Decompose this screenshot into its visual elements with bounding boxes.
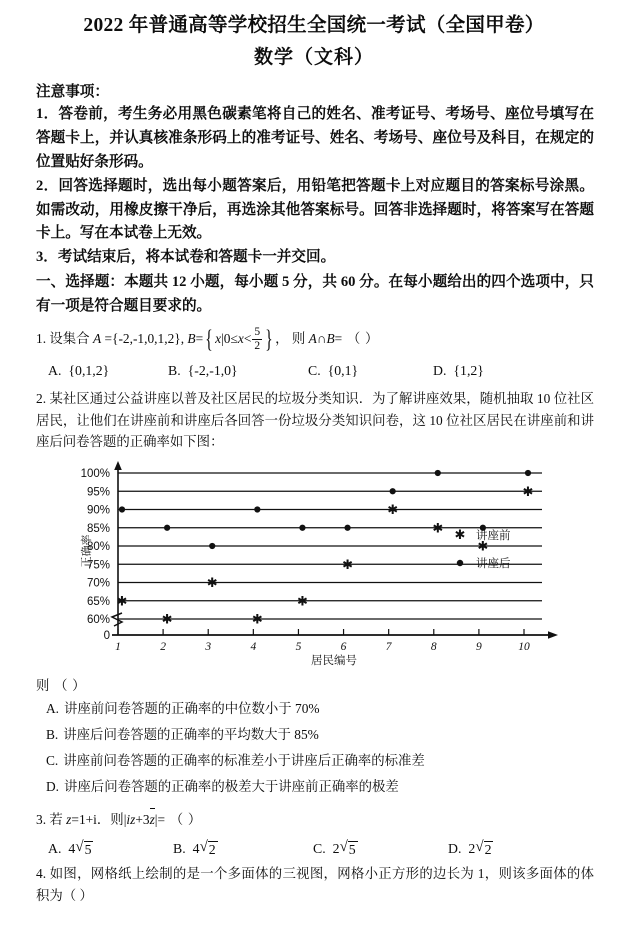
x-tick-label: 1 — [115, 640, 121, 653]
legend-dot-icon — [457, 559, 463, 565]
data-point-after — [435, 469, 441, 475]
question-1-options — [36, 363, 594, 379]
data-point-after — [119, 506, 125, 512]
data-point-before: ✱ — [206, 574, 218, 590]
option-text-b: 讲座后问卷答题的正确率的平均数大于 85% — [63, 727, 319, 743]
question-1-paren-close: ） — [365, 331, 379, 347]
question-3-z-conjugate: z — [150, 808, 155, 830]
question-3-option-a[interactable] — [36, 840, 173, 858]
question-1-lt-sign: < — [243, 331, 252, 347]
question-1-cond-x: x — [237, 331, 244, 347]
x-tick-label: 9 — [476, 640, 482, 653]
notice-item-3: 3．考试结束后，将本试卷和答题卡一并交回。 — [36, 249, 336, 266]
data-point-before: ✱ — [387, 501, 399, 517]
data-point-before: ✱ — [522, 483, 534, 499]
x-tick-label: 2 — [160, 640, 166, 653]
question-2-option-b[interactable] — [46, 722, 594, 748]
question-1-set-b-var: B — [187, 331, 196, 347]
question-1-le-sign: ≤ — [230, 331, 238, 347]
question-3-z1: z — [130, 811, 136, 827]
data-point-after — [164, 524, 170, 530]
x-tick-label: 6 — [340, 640, 347, 653]
radicand-b: 2 — [208, 841, 216, 857]
question-1-cond-var: x — [215, 331, 222, 347]
y-tick-label: 70% — [86, 577, 110, 590]
fraction-five-halves — [252, 326, 262, 352]
option-text-a: {0,1,2} — [68, 363, 110, 379]
chart-x-tick-labels — [115, 641, 530, 653]
x-tick-label: 5 — [295, 640, 302, 653]
page-title: 2022 年普通高等学校招生全国统一考试（全国甲卷） — [83, 15, 545, 36]
question-3-option-c[interactable] — [313, 840, 448, 858]
data-point-before: ✱ — [296, 592, 308, 608]
data-point-after — [209, 542, 215, 548]
question-4-stem: 如图，网格纸上绘制的是一个多面体的三视图，网格小正方形的边长为 1，则该多面体的体积为（ ） — [36, 866, 594, 903]
section-heading — [36, 271, 594, 319]
x-tick-label: 7 — [385, 640, 392, 653]
comma-1: , — [180, 331, 185, 347]
sqrt-icon-d — [475, 840, 493, 858]
option-text-c: 讲座前问卷答题的正确率的标准差小于讲座后正确率的标准差 — [63, 753, 425, 769]
question-2-then-label: 则（ — [36, 677, 73, 693]
question-1-expr-b: B — [326, 331, 335, 347]
x-tick-label: 10 — [518, 640, 530, 653]
option-coef-a: 4 — [68, 841, 76, 857]
option-text-d: 讲座后问卷答题的正确率的极差大于讲座前正确率的极差 — [64, 779, 399, 795]
question-2-option-a[interactable] — [46, 696, 594, 722]
data-point-before: ✱ — [342, 556, 354, 572]
question-3-dot: ． — [96, 811, 111, 827]
option-key-c: C. — [313, 841, 326, 857]
data-point-before: ✱ — [432, 519, 444, 535]
question-2-option-c[interactable] — [46, 748, 594, 774]
section-desc: 本题共 12 小题，每小题 5 分，共 60 分。在每小题给出的四个选项中，只有一项是符合题目要求的。 — [36, 273, 594, 314]
question-1-set-a-body: {-2,-1,0,1,2} — [112, 331, 181, 347]
equals-sign-2: = — [195, 331, 204, 347]
page-header — [0, 0, 628, 69]
chart-x-ticks — [118, 629, 524, 635]
question-1-number: 1. — [36, 331, 47, 347]
question-1-then: 则 — [291, 331, 306, 347]
question-3 — [36, 808, 594, 830]
question-1-option-b[interactable] — [168, 363, 308, 379]
fraction-denominator: 2 — [254, 339, 261, 352]
question-3-imag-unit: i — [126, 811, 131, 827]
x-axis-arrow-icon — [548, 631, 558, 639]
option-key-a: A. — [46, 700, 60, 716]
x-tick-label: 3 — [205, 640, 212, 653]
option-text-d: {1,2} — [453, 363, 484, 379]
brace-right-icon: } — [265, 325, 273, 353]
question-3-paren-close: ） — [187, 811, 202, 827]
question-3-stem-pre: 若 — [49, 811, 63, 827]
data-point-after — [299, 524, 305, 530]
y-axis-arrow-icon — [114, 461, 122, 470]
question-1-option-c[interactable] — [308, 363, 433, 379]
legend-label-before: 讲座前 — [476, 529, 511, 542]
sqrt-icon-b — [200, 840, 218, 858]
legend-label-after: 讲座后 — [476, 557, 511, 570]
legend-star-icon: ✱ — [454, 526, 466, 542]
question-2-then — [36, 675, 594, 696]
pipe-icon: | — [221, 331, 224, 347]
chart-y-axis-label: 正确率 — [81, 534, 93, 568]
question-2-option-d[interactable] — [46, 774, 594, 800]
option-key-d: D. — [433, 363, 447, 379]
y-tick-label: 90% — [86, 504, 110, 517]
radical-sign: √ — [75, 838, 84, 855]
y-tick-label: 65% — [86, 595, 110, 608]
notice-item-2: 2．回答选择题时，选出每小题答案后，用铅笔把答题卡上对应题目的答案标号涂黑。如需改动，用橡皮擦干净后，再选涂其他答案标号。回答非选择题时，将答案写在答题卡上。写在本试卷上无效。 — [36, 177, 594, 242]
chart-series-before-points — [117, 483, 534, 626]
option-coef-c: 2 — [332, 841, 340, 857]
option-key-a: A. — [48, 363, 62, 379]
option-key-b: B. — [168, 363, 181, 379]
comma-2: ， — [275, 331, 289, 347]
abs-close-icon: | — [154, 811, 158, 827]
abs-open-icon: | — [123, 811, 127, 827]
chart-svg — [54, 459, 594, 671]
chart-x-axis-label: 居民编号 — [311, 654, 357, 667]
option-coef-b: 4 — [192, 841, 200, 857]
option-key-b: B. — [173, 841, 186, 857]
question-4-number: 4. — [36, 866, 47, 882]
y-tick-label: 0 — [103, 629, 110, 642]
equals-sign-1: = — [104, 331, 113, 347]
data-point-before: ✱ — [251, 611, 263, 627]
question-2-number: 2. — [36, 391, 47, 407]
question-3-z-value: 1+i — [78, 811, 97, 827]
question-3-eq: = — [71, 811, 79, 827]
question-2 — [36, 388, 594, 452]
x-tick-label: 8 — [430, 640, 437, 653]
question-3-then: 则 — [110, 811, 124, 827]
data-point-before: ✱ — [477, 538, 489, 554]
option-text-a: 讲座前问卷答题的正确率的中位数小于 70% — [64, 700, 320, 716]
question-1-option-d[interactable] — [433, 363, 533, 379]
accuracy-scatter-chart — [54, 459, 594, 671]
question-3-answer-blank: =（ — [157, 811, 188, 827]
option-key-d: D. — [448, 841, 462, 857]
data-point-before: ✱ — [161, 611, 173, 627]
radical-sign: √ — [339, 838, 348, 855]
y-tick-label: 100% — [80, 467, 110, 480]
option-text-b: {-2,-1,0} — [187, 363, 238, 379]
option-coef-d: 2 — [468, 841, 476, 857]
x-tick-label: 4 — [250, 640, 257, 653]
question-3-option-d[interactable] — [448, 840, 548, 858]
question-3-plus-three: +3 — [135, 811, 150, 827]
question-2-options — [36, 696, 594, 801]
question-4 — [36, 863, 594, 906]
radicand-d: 2 — [484, 841, 492, 857]
data-point-after — [254, 506, 260, 512]
data-point-after — [525, 469, 531, 475]
radicand-c: 5 — [348, 841, 356, 857]
question-2-stem: 某社区通过公益讲座以普及社区居民的垃圾分类知识．为了解讲座效果，随机抽取 10 位社区居民，让他们在讲座前和讲座后各回答一份垃圾分类知识问卷，这 10 位社区居民在讲座前和讲座后问卷答题的正确率如下图： — [36, 391, 594, 450]
radical-sign: √ — [199, 838, 208, 855]
question-3-z-var: z — [66, 811, 72, 827]
question-1-stem-pre: 设集合 — [49, 331, 90, 347]
sqrt-icon-c — [340, 840, 358, 858]
notice-item-1: 1．答卷前，考生务必用黑色碳素笔将自己的姓名、准考证号、考场号、座位号填写在答题卡上，并认真核准条形码上的准考证号、姓名、考场号、座位号及科目，在规定的位置贴好条形码。 — [36, 106, 594, 170]
sqrt-icon-a — [75, 840, 93, 858]
question-3-number: 3. — [36, 811, 47, 827]
data-point-before: ✱ — [116, 592, 128, 608]
question-1-expr-a: A — [308, 331, 317, 347]
data-point-after — [390, 488, 396, 494]
section-label: 一、选择题： — [36, 273, 125, 290]
notice-heading: 注意事项： — [36, 84, 109, 101]
brace-left-icon: { — [205, 325, 213, 353]
y-tick-label: 80% — [86, 540, 110, 553]
option-key-d: D. — [46, 779, 60, 795]
fraction-numerator: 5 — [254, 326, 261, 339]
radical-sign: √ — [475, 838, 484, 855]
page-subject: 数学（文科） — [253, 47, 374, 69]
question-3-options — [36, 840, 594, 858]
option-key-b: B. — [46, 727, 59, 743]
question-1-cond-lower: 0 — [223, 331, 231, 347]
y-tick-label: 75% — [86, 558, 110, 571]
y-tick-label: 85% — [86, 522, 110, 535]
option-text-c: {0,1} — [327, 363, 359, 379]
question-3-option-b[interactable] — [173, 840, 313, 858]
question-2-then-close: ） — [72, 677, 86, 693]
question-1-set-a-var: A — [92, 331, 102, 347]
option-key-c: C. — [46, 753, 59, 769]
question-1 — [36, 327, 594, 353]
option-key-c: C. — [308, 363, 321, 379]
data-point-after — [344, 524, 350, 530]
page-body — [0, 80, 628, 906]
intersection-icon: ∩ — [316, 331, 327, 347]
question-1-answer-blank: =（ — [334, 331, 365, 347]
y-tick-label: 95% — [86, 485, 110, 498]
option-key-a: A. — [48, 841, 62, 857]
y-tick-label: 60% — [86, 613, 110, 626]
question-1-option-a[interactable] — [36, 363, 168, 379]
radicand-a: 5 — [84, 841, 92, 857]
